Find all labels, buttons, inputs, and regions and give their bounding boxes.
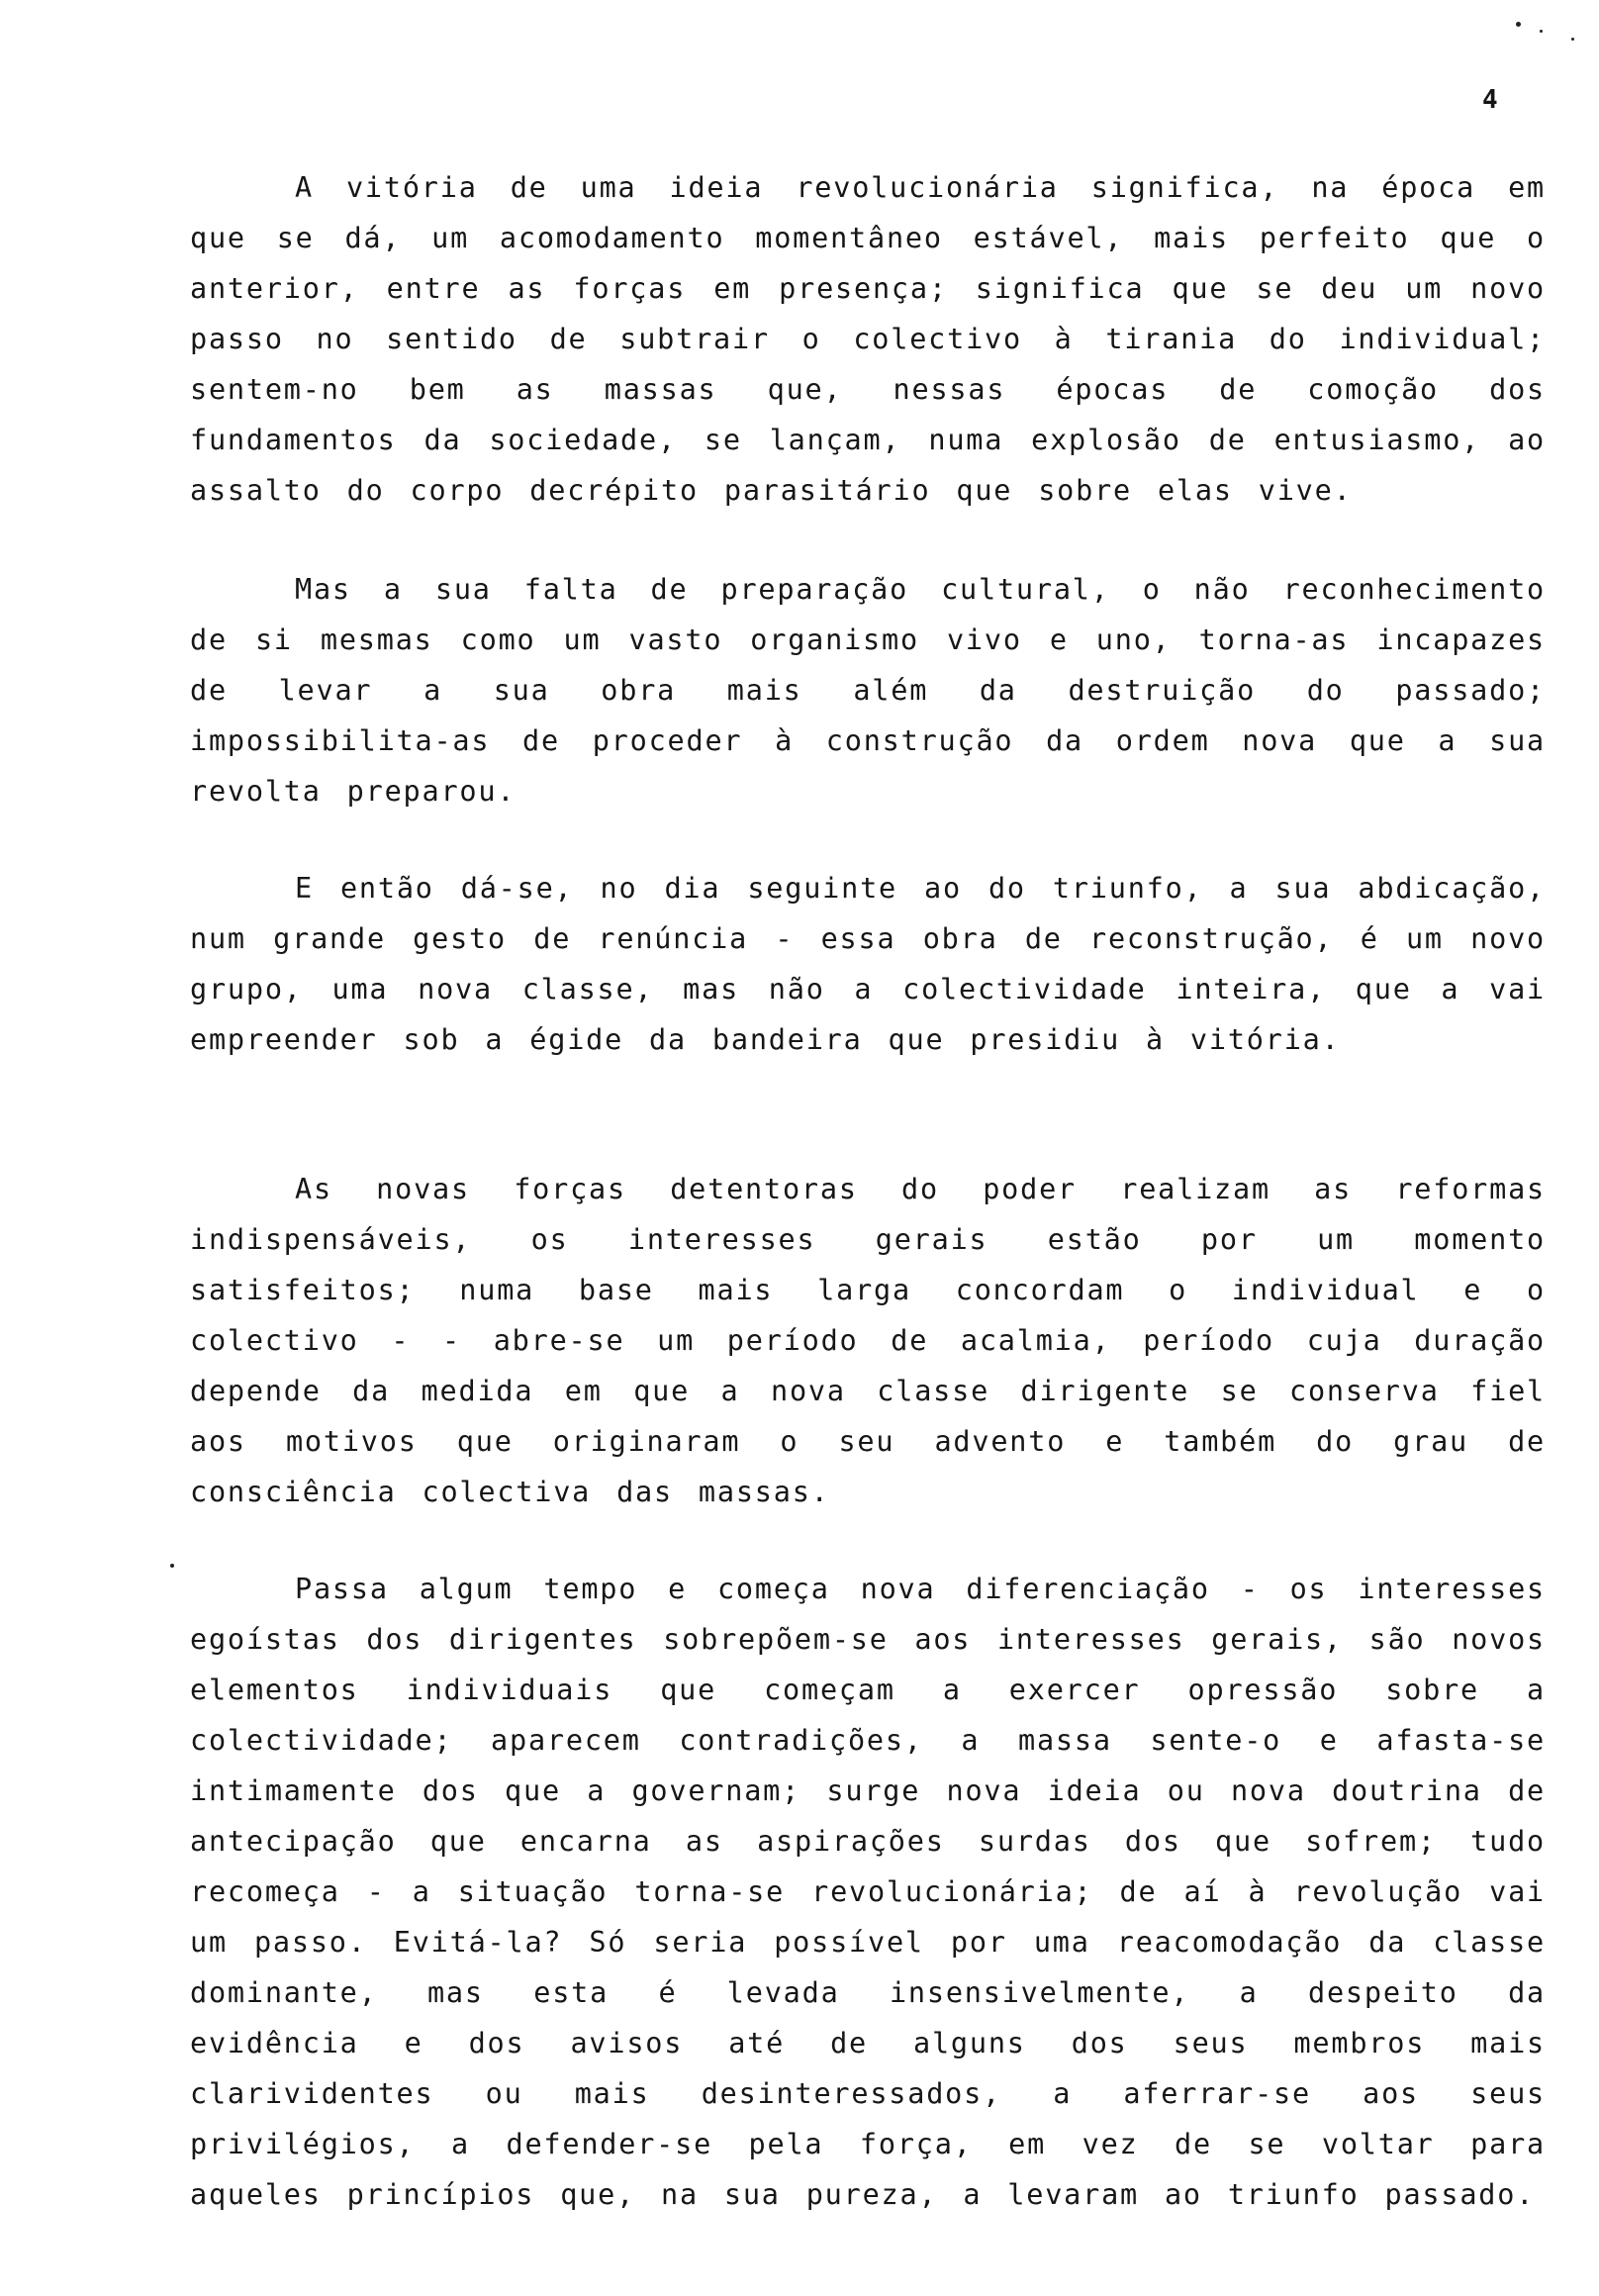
- paragraph-1: A vitória de uma ideia revolucionária significa, na época em que se dá, um acomodamento momentâneo estável, mais perfeito que o anterior, entre as forças em presença; significa que se deu um novo passo no sentido de subtrair o colectivo à tirania do individual; sentem-no bem as massas que, nessas épocas de comoção dos fundamentos da sociedade, se lançam, numa explosão de entusiasmo, ao assalto do corpo decrépito parasitário que sobre elas vive.: [190, 171, 1546, 507]
- paragraph-4: As novas forças detentoras do poder realizam as reformas indispensáveis, os interesses gerais estão por um momento satisfeitos; numa base mais larga concordam o individual e o colectivo - - abre-se um período de acalmia, período cuja duração depende da medida em que a nova classe dirigente se conserva fiel aos motivos que originaram o seu advento e também do grau de consciência colectiva das massas.: [190, 1173, 1546, 1508]
- scan-speck: [1516, 22, 1521, 27]
- scan-speck: [1540, 30, 1543, 33]
- scan-speck: [1571, 38, 1574, 41]
- paragraph-5: Passa algum tempo e começa nova diferenciação - os interesses egoístas dos dirigentes sobrepõem-se aos interesses gerais, são novos elementos individuais que começam a exercer opressão sobre a colectividade; aparecem contradições, a massa sente-o e afasta-se intimamente dos que a governam; surge nova ideia ou nova doutrina de antecipação que encarna as aspirações surdas dos que sofrem; tudo recomeça - a situação torna-se revolucionária; de aí à revolução vai um passo. Evitá-la? Só seria possível por uma reacomodação da classe dominante, mas esta é levada insensivelmente, a despeito da evidência e dos avisos até de alguns dos seus membros mais clarividentes ou mais desinteressados, a aferrar-se aos seus privilégios, a defender-se pela força, em vez de se voltar para aqueles princípios que, na sua pureza, a levaram ao triunfo passado.: [190, 1573, 1546, 2211]
- paragraph-3: E então dá-se, no dia seguinte ao do triunfo, a sua abdicação, num grande gesto de renúncia - essa obra de reconstrução, é um novo grupo, uma nova classe, mas não a colectividade inteira, que a vai empreender sob a égide da bandeira que presidiu à vitória.: [190, 872, 1546, 1056]
- paragraph-2: Mas a sua falta de preparação cultural, o não reconhecimento de si mesmas como um vasto organismo vivo e uno, torna-as incapazes de levar a sua obra mais além da destruição do passado; impossibilita-as de proceder à construção da ordem nova que a sua revolta preparou.: [190, 573, 1546, 808]
- page-number: 4: [1482, 85, 1498, 115]
- scan-speck: [170, 1564, 174, 1568]
